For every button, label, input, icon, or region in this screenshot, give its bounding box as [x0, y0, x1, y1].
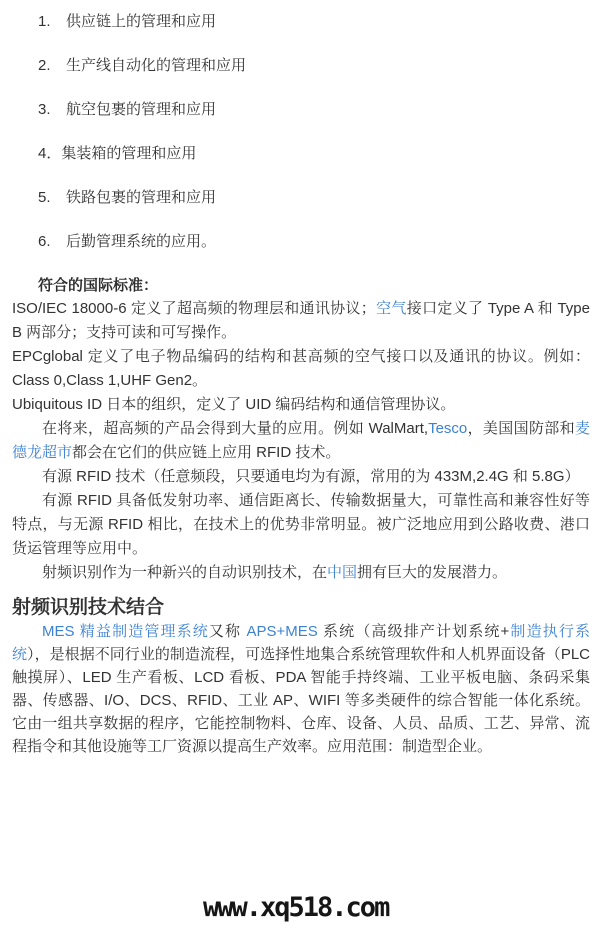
- section-heading-rfid-integration: 射频识别技术结合: [12, 597, 165, 618]
- paragraph-active-rfid-tech: 有源 RFID 技术（任意频段，只要通电均为有源，常用的为 433M,2.4G 和 5.8G）: [42, 468, 580, 485]
- list-marker: 6.: [38, 233, 51, 250]
- list-item-label: 航空包裹的管理和应用: [66, 101, 217, 118]
- paragraph-mes: [12, 620, 590, 758]
- list-item: [12, 54, 590, 77]
- ordered-list: [12, 10, 590, 253]
- paragraph-text: 拥有巨大的发展潜力。: [357, 564, 508, 581]
- link-china[interactable]: 中国: [327, 564, 358, 581]
- link-air-interface[interactable]: 空气: [375, 300, 407, 317]
- paragraph-text: 在将来，超高频的产品会得到大量的应用。例如 WalMart,: [42, 420, 429, 437]
- paragraph-text: 射频识别作为一种新兴的自动识别技术，在: [42, 564, 328, 581]
- paragraph-text: ），是根据不同行业的制造流程，可选择性地集合系统管理软件和人机界面设备（PLC 触摸屏）、LED 生产看板、LCD 看板、PDA 智能手持终端、工业平板电脑、条码采集器、传感器、I/O、DCS、RFID、工业 AP、WIFI 等多类硬件的综合智能一体化系统。它由一组共享数据的程序，它能控制物料、仓库、设备、人员、品质、工艺、异常、流程指令和其他设施等工厂资源以提高生产效率。应用范围：制造型企业。: [12, 646, 590, 755]
- list-item: [12, 98, 590, 121]
- list-item-label: 集装箱的管理和应用: [61, 145, 197, 162]
- link-aps-mes[interactable]: APS+MES: [246, 623, 318, 640]
- list-item: [12, 10, 590, 33]
- paragraph-text: 接口定义了 Type A 和 Type B 两部分；支持可读和可写操作。: [12, 300, 590, 341]
- list-marker: 5.: [38, 189, 51, 206]
- list-marker: 1.: [38, 13, 51, 30]
- list-item-label: 铁路包裹的管理和应用: [66, 189, 217, 206]
- paragraph-text: ISO/IEC 18000-6 定义了超高频的物理层和通讯协议；: [12, 300, 376, 317]
- list-item: [12, 186, 590, 209]
- list-marker: 2.: [38, 57, 51, 74]
- paragraph-text: 系统（高级排产计划系统+: [317, 623, 510, 640]
- watermark: www.xq518.com: [203, 892, 389, 923]
- paragraph-epcglobal: EPCglobal 定义了电子物品编码的结构和甚高频的空气接口以及通讯的协议。例如：Class 0,Class 1,UHF Gen2。: [12, 348, 590, 389]
- paragraph-text: 都会在它们的供应链上应用 RFID 技术。: [72, 444, 341, 461]
- paragraph-rfid-potential: [12, 561, 590, 585]
- link-metro-supermarket[interactable]: 麦德龙超市: [12, 420, 590, 461]
- link-manufacturing-execution-system[interactable]: 制造执行系统: [12, 623, 590, 663]
- paragraph-text: 又称: [208, 623, 247, 640]
- list-item: [12, 142, 590, 165]
- list-item-label: 供应链上的管理和应用: [66, 13, 217, 30]
- link-mes-lean-manufacturing-system[interactable]: MES 精益制造管理系统: [42, 623, 209, 640]
- list-marker: 3.: [38, 101, 51, 118]
- link-tesco[interactable]: Tesco: [428, 420, 468, 437]
- list-item-label: 生产线自动化的管理和应用: [66, 57, 247, 74]
- paragraph-future-applications: [12, 417, 590, 465]
- list-item-label: 后勤管理系统的应用。: [66, 233, 217, 250]
- paragraph-ubiquitous: Ubiquitous ID 日本的组织，定义了 UID 编码结构和通信管理协议。: [12, 396, 456, 413]
- list-item: [12, 230, 590, 253]
- paragraph-iso: [12, 297, 590, 345]
- standards-heading: 符合的国际标准：: [38, 277, 159, 294]
- paragraph-text: ，美国国防部和: [467, 420, 575, 437]
- paragraph-active-rfid-advantages: 有源 RFID 具备低发射功率、通信距离长、传输数据量大，可靠性高和兼容性好等特点，与无源 RFID 相比，在技术上的优势非常明显。被广泛地应用到公路收费、港口货运管理等应用中。: [12, 492, 590, 557]
- list-marker: 4．: [38, 145, 62, 162]
